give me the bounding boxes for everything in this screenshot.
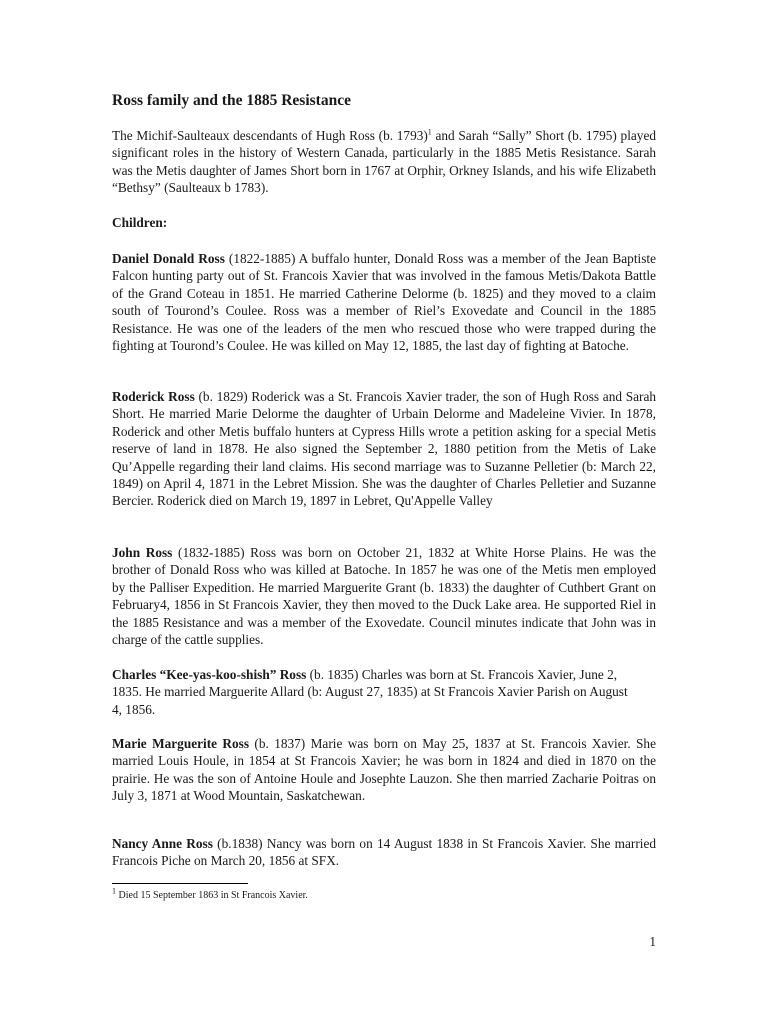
footnote-marker: 1 [112, 886, 116, 896]
child-entry-roderick-ross [112, 388, 656, 510]
intro-paragraph [112, 127, 656, 197]
child-name: Roderick Ross [112, 389, 195, 404]
intro-text-part1: The Michif-Saulteaux descendants of Hugh Ross (b. 1793) [112, 128, 428, 143]
footnote-separator [112, 883, 248, 884]
child-name: Charles “Kee-yas-koo-shish” Ross [112, 667, 307, 682]
child-entry-marie-marguerite-ross [112, 735, 656, 805]
child-description: (1822-1885) A buffalo hunter, Donald Ross was a member of the Jean Baptiste Falcon hunting party out of St. Francois Xavier that was involved in the famous Metis/Dakota Battle of the Grand Coteau in 1851. He married Catherine Delorme (b. 1825) and they moved to a claim south of Tourond’s Coulee. Ross was a member of Riel’s Exovedate and Council in the 1885 Resistance. He was one of the leaders of the men who rescued those who were trapped during the fighting at Tourond’s Coulee. He was killed on May 12, 1885, the last day of fighting at Batoche. [112, 251, 656, 354]
child-entry-john-ross [112, 544, 656, 648]
child-description: (b. 1829) Roderick was a St. Francois Xavier trader, the son of Hugh Ross and Sarah Short. He married Marie Delorme the daughter of Urbain Delorme and Madeleine Vivier. In 1878, Roderick and other Metis buffalo hunters at Cypress Hills wrote a petition asking for a special Metis reserve of land in 1878. He also signed the September 2, 1880 petition from the Metis of Lake Qu’Appelle regarding their land claims. His second marriage was to Suzanne Pelletier (b: March 22, 1849) on April 4, 1871 in the Lebret Mission. She was the daughter of Charles Pelletier and Suzanne Bercier. Roderick died on March 19, 1897 in Lebret, Qu'Appelle Valley [112, 389, 656, 509]
child-entry-daniel-donald-ross [112, 250, 656, 354]
child-name: Daniel Donald Ross [112, 251, 225, 266]
children-heading: Children: [112, 215, 168, 230]
document-title: Ross family and the 1885 Resistance [112, 92, 351, 109]
footnote [112, 886, 308, 902]
child-name: John Ross [112, 545, 173, 560]
child-name: Marie Marguerite Ross [112, 736, 250, 751]
child-description: (1832-1885) Ross was born on October 21, 1832 at White Horse Plains. He was the brother of Donald Ross who was killed at Batoche. In 1857 he was one of the Metis men employed by the Palliser Expedition. He married Marguerite Grant (b. 1833) the daughter of Cuthbert Grant on February4, 1856 in St Francois Xavier, they then moved to the Duck Lake area. He supported Riel in the 1885 Resistance and was a member of the Exovedate. Council minutes indicate that John was in charge of the cattle supplies. [112, 545, 656, 648]
footnote-reference: 1 [427, 127, 432, 137]
page-number: 1 [649, 934, 656, 949]
child-entry-nancy-anne-ross [112, 835, 656, 870]
child-name: Nancy Anne Ross [112, 836, 213, 851]
intro-text-part2: and Sarah “Sally” Short (b. 1795) played significant roles in the history of Western Canada, particularly in the 1885 Metis Resistance. Sarah was the Metis daughter of James Short born in 1767 at Orphir, Orkney Islands, and his wife Elizabeth “Bethsy” (Saulteaux b 1783). [112, 128, 656, 196]
child-description: (b.1838) Nancy was born on 14 August 1838 in St Francois Xavier. She married Francois Piche on March 20, 1856 at SFX. [112, 836, 656, 869]
document-page [112, 0, 656, 1024]
child-entry-charles-ross [112, 666, 632, 718]
child-description: (b. 1837) Marie was born on May 25, 1837 at St. Francois Xavier. She married Louis Houle, in 1854 at St Francois Xavier; he was born in 1824 and died in 1870 on the prairie. He was the son of Antoine Houle and Josephte Lauzon. She then married Zacharie Poitras on July 3, 1871 at Wood Mountain, Saskatchewan. [112, 736, 656, 804]
child-description: (b. 1835) Charles was born at St. Francois Xavier, June 2, 1835. He married Marguerite Allard (b: August 27, 1835) at St Francois Xavier Parish on August 4, 1856. [112, 667, 628, 717]
footnote-text: Died 15 September 1863 in St Francois Xavier. [116, 890, 308, 901]
